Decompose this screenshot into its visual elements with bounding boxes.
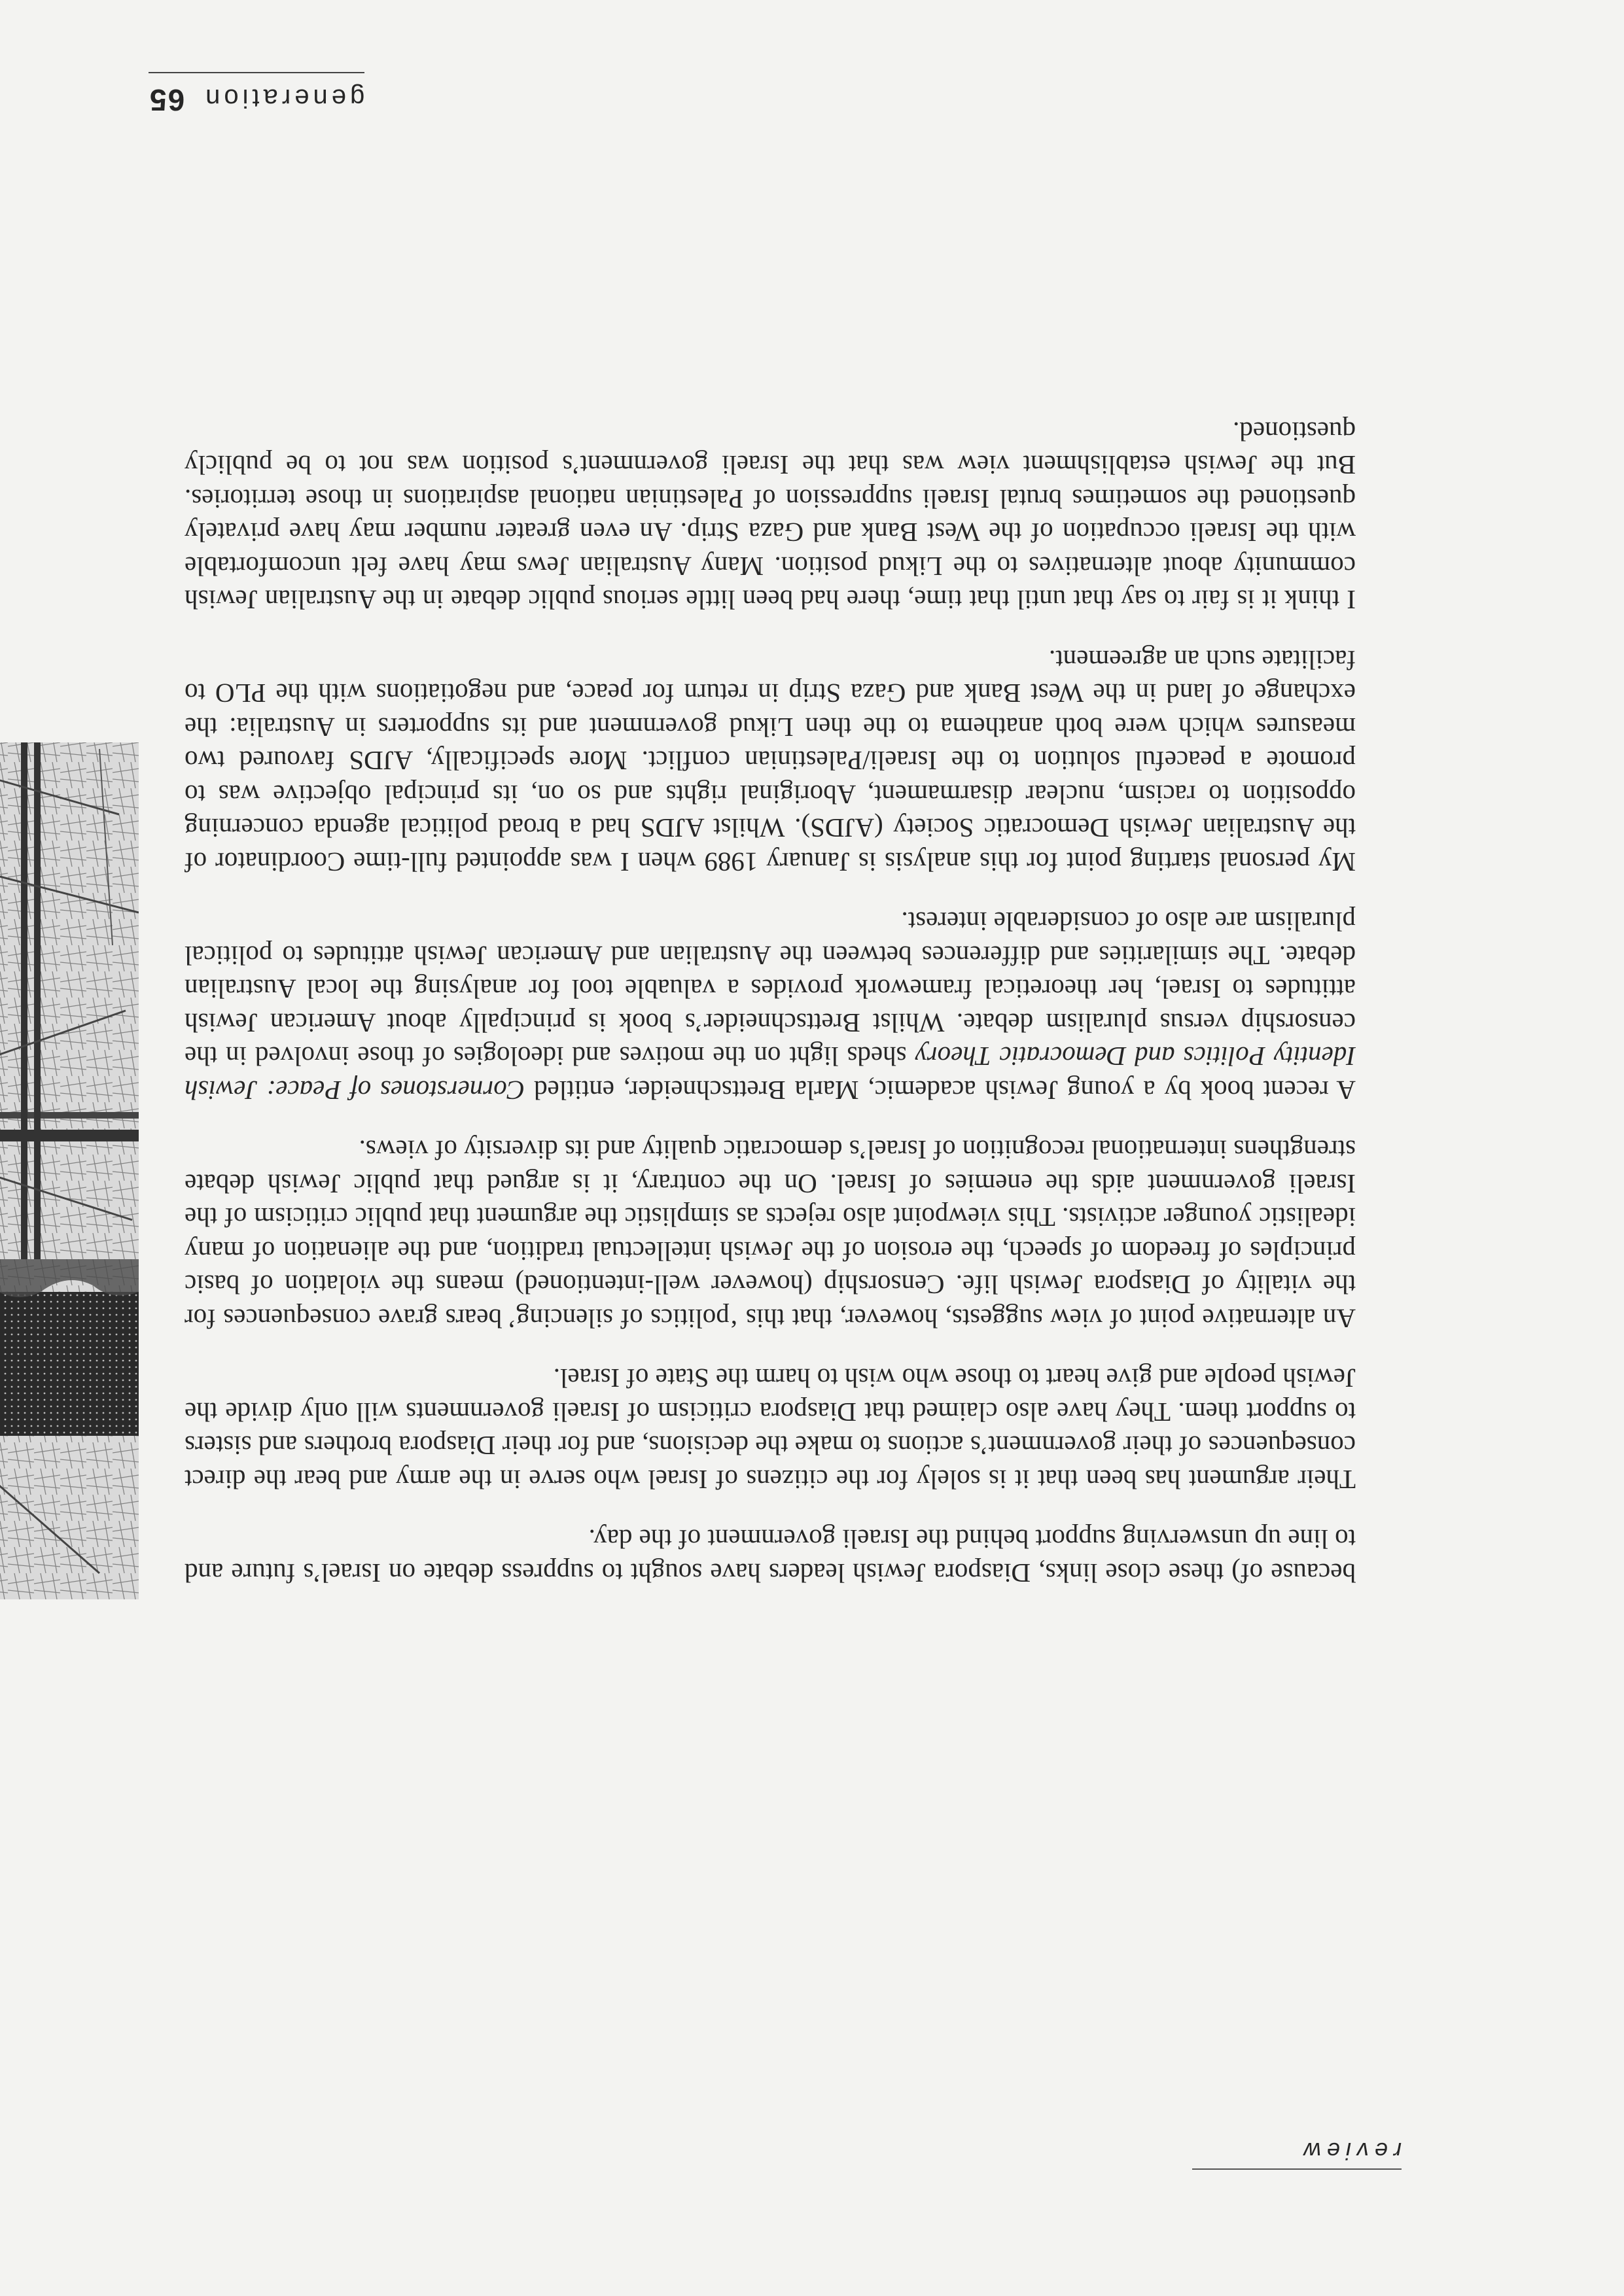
paragraph-1: because of) these close links, Diaspora Jewish leaders have sought to suppress debate on Israel’s future and to line up unswerving support behind the Israeli government of the day. [185, 1524, 1356, 1588]
article-body [185, 389, 1356, 1590]
paragraph-6: I think it is fair to say that until that time, there had been little serious public debate in the Australian Jewish community about alternatives to the Likud position. Many Australian Jews may have felt uncomfortable with the Israeli occupation of the West Bank and Gaza Strip. An even greater number may have privately questioned the sometimes brutal Israeli suppression of Palestinian national aspirations in those territories. But the Jewish establishment view was that the Israeli government’s position was not to be publicly questioned. [185, 417, 1356, 616]
book-title: Cornerstones of Peace: Jewish Identity Politics and Democratic Theory [185, 1041, 1356, 1105]
artwork-drawing [0, 742, 139, 1599]
paragraph-4-intro: A recent book by a young Jewish academic, Marla Brettschneider, entitled [525, 1075, 1356, 1105]
running-footer: review [1192, 2137, 1402, 2170]
running-header [149, 72, 364, 118]
paragraph-3: An alternative point of view suggests, however, that this ‘politics of silencing’ bears grave consequences for the vitality of Diaspora Jewish life. Censorship (however well-intentioned) means the violation of basic principles of freedom of speech, the erosion of the Jewish intellectual tradition, and the alienation of many idealistic younger activists. This viewpoint also rejects as simplistic the argument that public criticism of the Israeli government aids the enemies of Israel. On the contrary, it is argued that public Jewish debate strengthens international recognition of Israel’s democratic quality and its diversity of views. [185, 1135, 1356, 1334]
paragraph-4 [185, 905, 1356, 1107]
running-title: generation [202, 84, 365, 113]
page-number: 65 [149, 83, 185, 117]
paragraph-5: My personal starting point for this analysis is January 1989 when I was appointed full-time Coordinator of the Australian Jewish Democratic Society (AJDS). Whilst AJDS had a broad political agenda concerning opposition to racism, nuclear disarmament, Aboriginal rights and so on, its principal objective was to promote a peaceful solution to the Israeli/Palestinian conflict. More specifically, AJDS favoured two measures which were both anathema to the then Likud government and its supporters in Australia: the exchange of land in the West Bank and Gaza Strip in return for peace, and negotiations with the PLO to facilitate such an agreement. [185, 645, 1356, 877]
paragraph-4-rest: sheds light on the motives and ideologies of those involved in the censorship versus pluralism debate. Whilst Brettschneider’s book is principally about American Jewish attitudes to Israel, her theoretical framework provides a valuable tool for analysing the local Australian debate. The similarities and differences between the Australian and American Jewish attitudes to political pluralism are also of considerable interest. [184, 907, 1356, 1072]
paragraph-2: Their argument has been that it is solely for the citizens of Israel who serve in the army and bear the direct consequences of their government’s actions to make the decisions, and for their Diaspora brothers and sisters to support them. They have also claimed that Diaspora criticism of Israeli governments will only divide the Jewish people and give heart to those who wish to harm the State of Israel. [185, 1363, 1356, 1495]
decorative-artwork [0, 742, 139, 1599]
